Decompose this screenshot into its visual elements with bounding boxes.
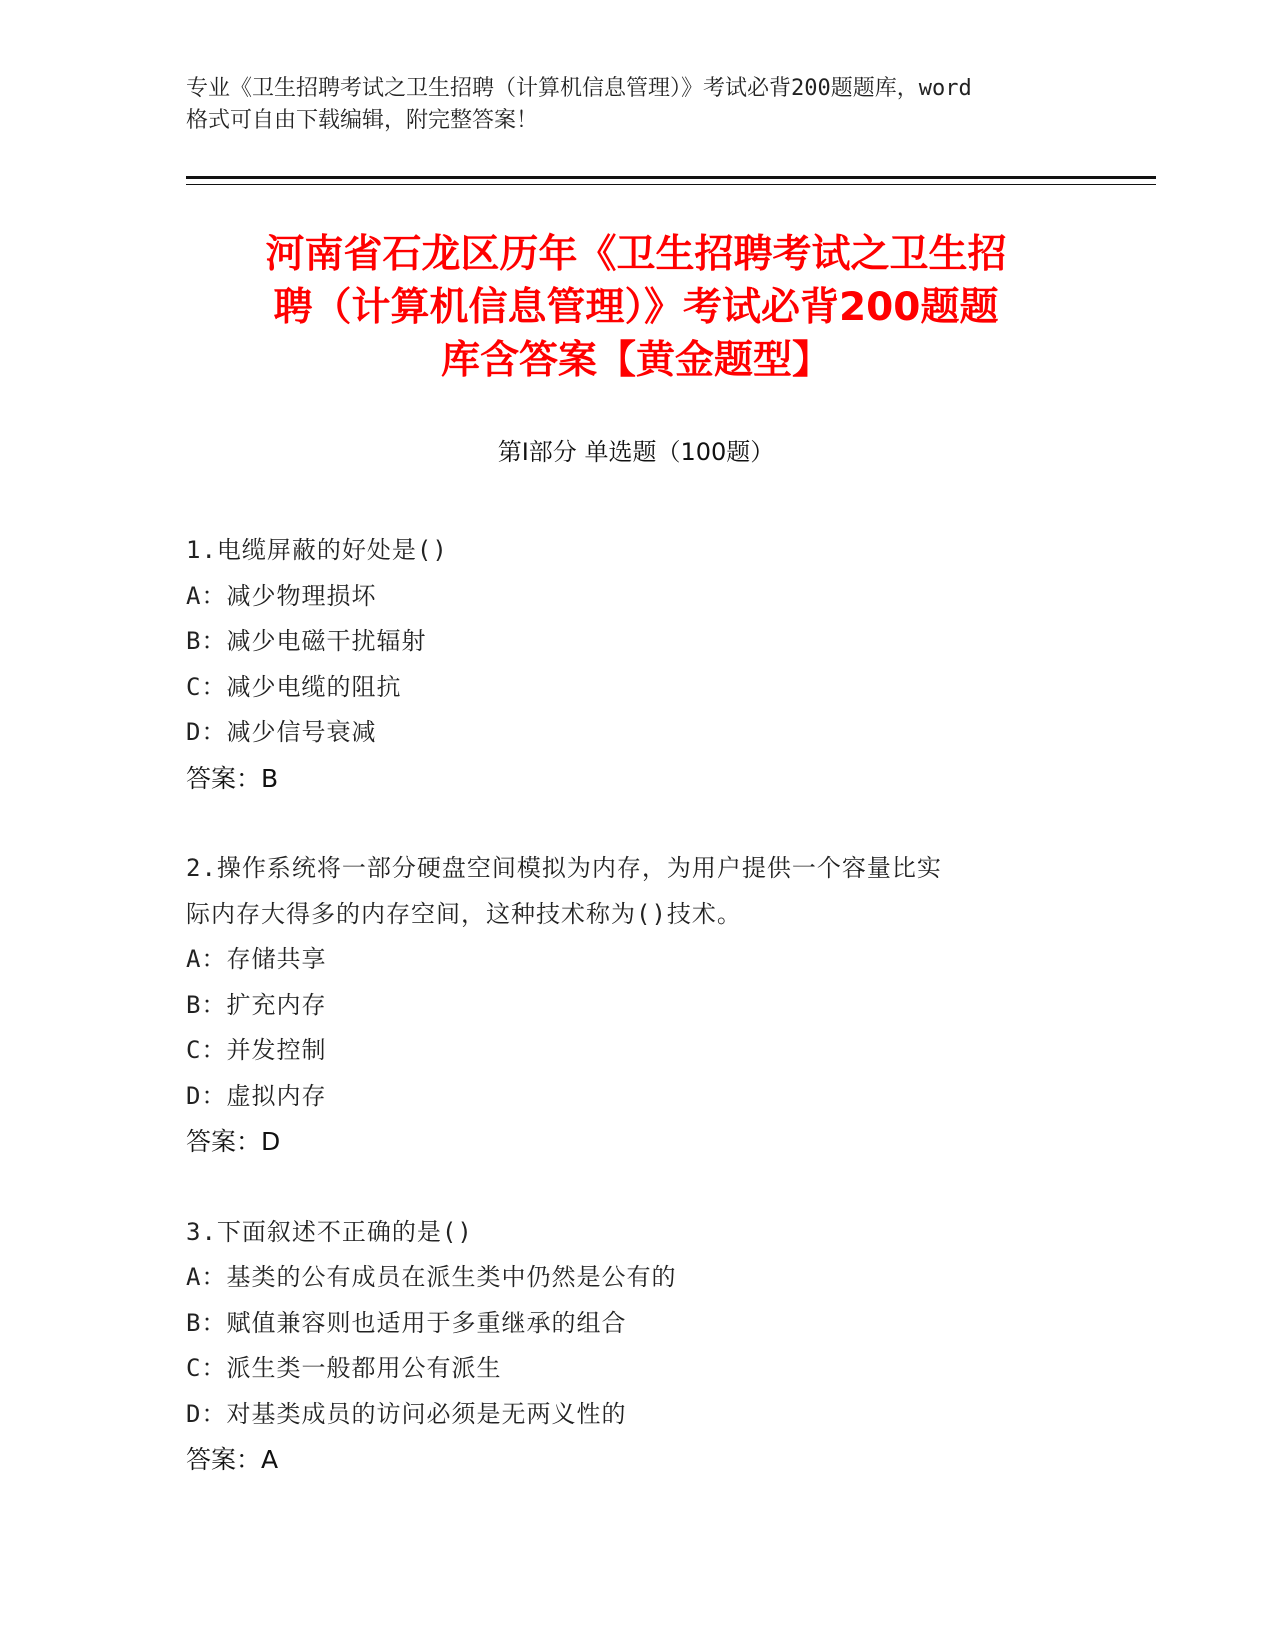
question-1 — [186, 528, 1086, 801]
question-stem: 3.下面叙述不正确的是() — [186, 1217, 473, 1246]
title-line: 聘（计算机信息管理）》考试必背200题题 — [273, 285, 999, 330]
answer: 答案：D — [186, 1127, 281, 1156]
question-stem: 2.操作系统将一部分硬盘空间模拟为内存，为用户提供一个容量比实 — [186, 854, 942, 882]
header-line: 格式可自由下载编辑，附完整答案！ — [186, 108, 539, 133]
question-stem: 1.电缆屏蔽的好处是() — [186, 536, 448, 564]
question-list — [186, 528, 1086, 1528]
option-b: B：扩充内存 — [186, 990, 327, 1019]
question-2 — [186, 846, 1086, 1165]
section-heading: 第Ⅰ部分 单选题（100题） — [497, 438, 775, 466]
option-b: B：减少电磁干扰辐射 — [186, 627, 427, 655]
option-d: D：对基类成员的访问必须是无两义性的 — [186, 1399, 627, 1428]
option-c: C：并发控制 — [186, 1036, 327, 1064]
document-title — [186, 228, 1086, 387]
question-stem: 际内存大得多的内存空间，这种技术称为()技术。 — [186, 899, 742, 928]
header-rule-thin — [186, 184, 1156, 185]
answer: 答案：B — [186, 763, 279, 793]
header-rule-thick — [186, 176, 1156, 179]
header-line: 专业《卫生招聘考试之卫生招聘（计算机信息管理）》考试必背200题题库，word — [186, 76, 972, 101]
option-a: A：存储共享 — [186, 945, 327, 973]
header-note — [186, 73, 1086, 137]
title-line: 库含答案【黄金题型】 — [440, 338, 831, 383]
option-c: C：减少电缆的阻抗 — [186, 672, 402, 701]
option-a: A：基类的公有成员在派生类中仍然是公有的 — [186, 1263, 677, 1291]
title-line: 河南省石龙区历年《卫生招聘考试之卫生招 — [265, 232, 1007, 277]
answer: 答案：A — [186, 1445, 279, 1474]
option-d: D：减少信号衰减 — [186, 718, 377, 746]
option-d: D：虚拟内存 — [186, 1081, 327, 1110]
option-c: C：派生类一般都用公有派生 — [186, 1354, 502, 1382]
option-a: A：减少物理损坏 — [186, 581, 377, 610]
option-b: B：赋值兼容则也适用于多重继承的组合 — [186, 1308, 627, 1337]
question-3 — [186, 1210, 1086, 1483]
